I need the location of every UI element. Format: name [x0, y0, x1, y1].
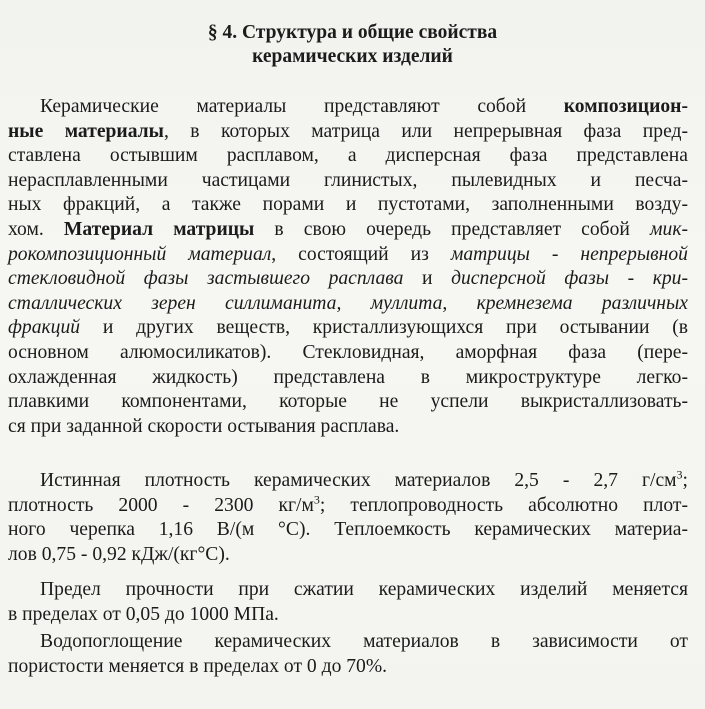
section-heading	[0, 21, 705, 69]
paragraph-water-absorption	[8, 630, 688, 679]
text-line: ных фракций, а также порами и пустотами, заполненными возду-	[8, 194, 688, 216]
text-run: Керамические материалы представляют собой	[40, 96, 564, 117]
text-line: ся при заданной скорости остывания расплава.	[8, 415, 400, 437]
text-run: , состоящий из	[271, 243, 451, 265]
text-line: ставлена остывшим расплавом, а дисперсная фаза представлена	[8, 145, 688, 167]
text-line	[8, 494, 688, 519]
text-line: основном алюмосиликатов). Стекловидная, аморфная фаза (пере-	[8, 341, 688, 363]
text-line: пористости меняется в пределах от 0 до 70%.	[8, 655, 388, 677]
text-line: Предел прочности при сжатии керамических изделий меняется	[40, 579, 688, 600]
text-line: ного черепка 1,16 В/(м °С). Теплоемкость керамических материа-	[8, 519, 688, 541]
italic-term: матрицы - непрерывной	[450, 243, 688, 265]
text-line: нерасплавленными частицами глинистых, пылевидных и песча-	[8, 169, 688, 191]
text-line	[8, 469, 688, 494]
text-run: и других веществ, кристаллизующихся при остывании (в	[80, 317, 688, 339]
paragraph-density	[8, 469, 688, 567]
italic-term: рокомпозиционный материал	[8, 243, 272, 265]
text-line	[8, 316, 688, 341]
bold-term: композицион-	[563, 96, 688, 117]
text-line	[8, 95, 688, 120]
text-run: хом.	[8, 218, 64, 240]
section-heading-line-1: § 4. Структура и общие свойства	[207, 22, 498, 43]
italic-term: дисперсной фазы - кри-	[451, 268, 688, 290]
text-line: Водопоглощение керамических материалов в зависимости от	[40, 631, 688, 652]
section-heading-line-2: керамических изделий	[252, 46, 453, 67]
superscript: 3	[676, 467, 683, 482]
text-line: плавкими компонентами, которые не успели выкристаллизовать-	[8, 391, 688, 413]
text-run: в свою очередь представляет собой	[254, 218, 651, 240]
text-run: ; теплопроводность абсолютно плот-	[319, 494, 688, 516]
text-line: в пределах от 0,05 до 1000 МПа.	[8, 603, 279, 625]
text-run: плотность 2000 - 2300 кг/м	[8, 494, 314, 516]
paragraph-composition	[8, 95, 688, 439]
bold-term: Материал матрицы	[63, 218, 255, 240]
italic-term: мик-	[650, 218, 689, 240]
text-line	[8, 292, 688, 317]
text-line	[8, 120, 688, 145]
text-line	[8, 218, 688, 243]
text-line: лов 0,75 - 0,92 кДж/(кг°С).	[8, 543, 230, 565]
text-line: охлажденная жидкость) представлена в микроструктуре легко-	[8, 366, 688, 388]
italic-term: стекловидной фазы застывшего расплава	[8, 268, 404, 290]
italic-term: фракций	[8, 317, 81, 339]
paragraph-strength	[8, 578, 688, 627]
text-run: и	[403, 268, 452, 290]
text-run: , в которых матрица или непрерывная фаза пред-	[163, 120, 688, 142]
text-line	[8, 267, 688, 292]
text-line	[8, 243, 688, 268]
italic-term: сталлических зерен силлиманита, муллита, кремнезема различных	[8, 292, 688, 314]
bold-term: ные материалы	[8, 120, 164, 142]
text-run: ;	[682, 470, 688, 491]
superscript: 3	[313, 492, 320, 507]
text-run: Истинная плотность керамических материалов 2,5 - 2,7 г/см	[40, 470, 677, 491]
